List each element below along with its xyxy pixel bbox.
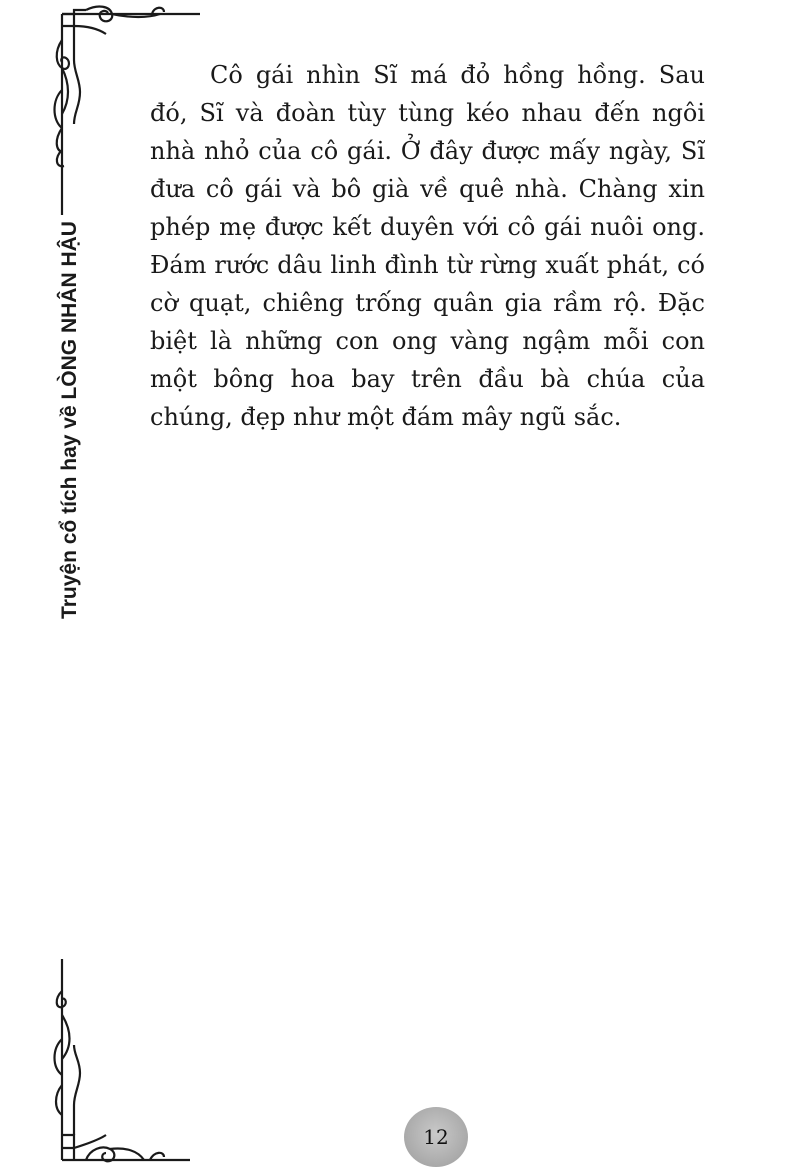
running-title-prefix: Truyện cổ tích hay về — [58, 399, 81, 619]
running-title — [58, 221, 82, 619]
corner-ornament-bottom-icon — [40, 955, 200, 1169]
body-text — [150, 56, 705, 436]
running-title-emphasis: LÒNG NHÂN HẬU — [58, 221, 81, 400]
paragraph: Cô gái nhìn Sĩ má đỏ hồng hồng. Sau đó, Sĩ và đoàn tùy tùng kéo nhau đến ngôi nhà nhỏ của cô gái. Ở đây được mấy ngày, Sĩ đưa cô gái và bô già về quê nhà. Chàng xin phép mẹ được kết duyên với cô gái nuôi ong. Đám rước dâu linh đình từ rừng xuất phát, có cờ quạt, chiêng trống quân gia rầm rộ. Đặc biệt là những con ong vàng ngậm mỗi con một bông hoa bay trên đầu bà chúa của chúng, đẹp như một đám mây ngũ sắc. — [150, 61, 705, 431]
page-number-badge — [404, 1107, 468, 1167]
page-number: 12 — [423, 1125, 449, 1149]
